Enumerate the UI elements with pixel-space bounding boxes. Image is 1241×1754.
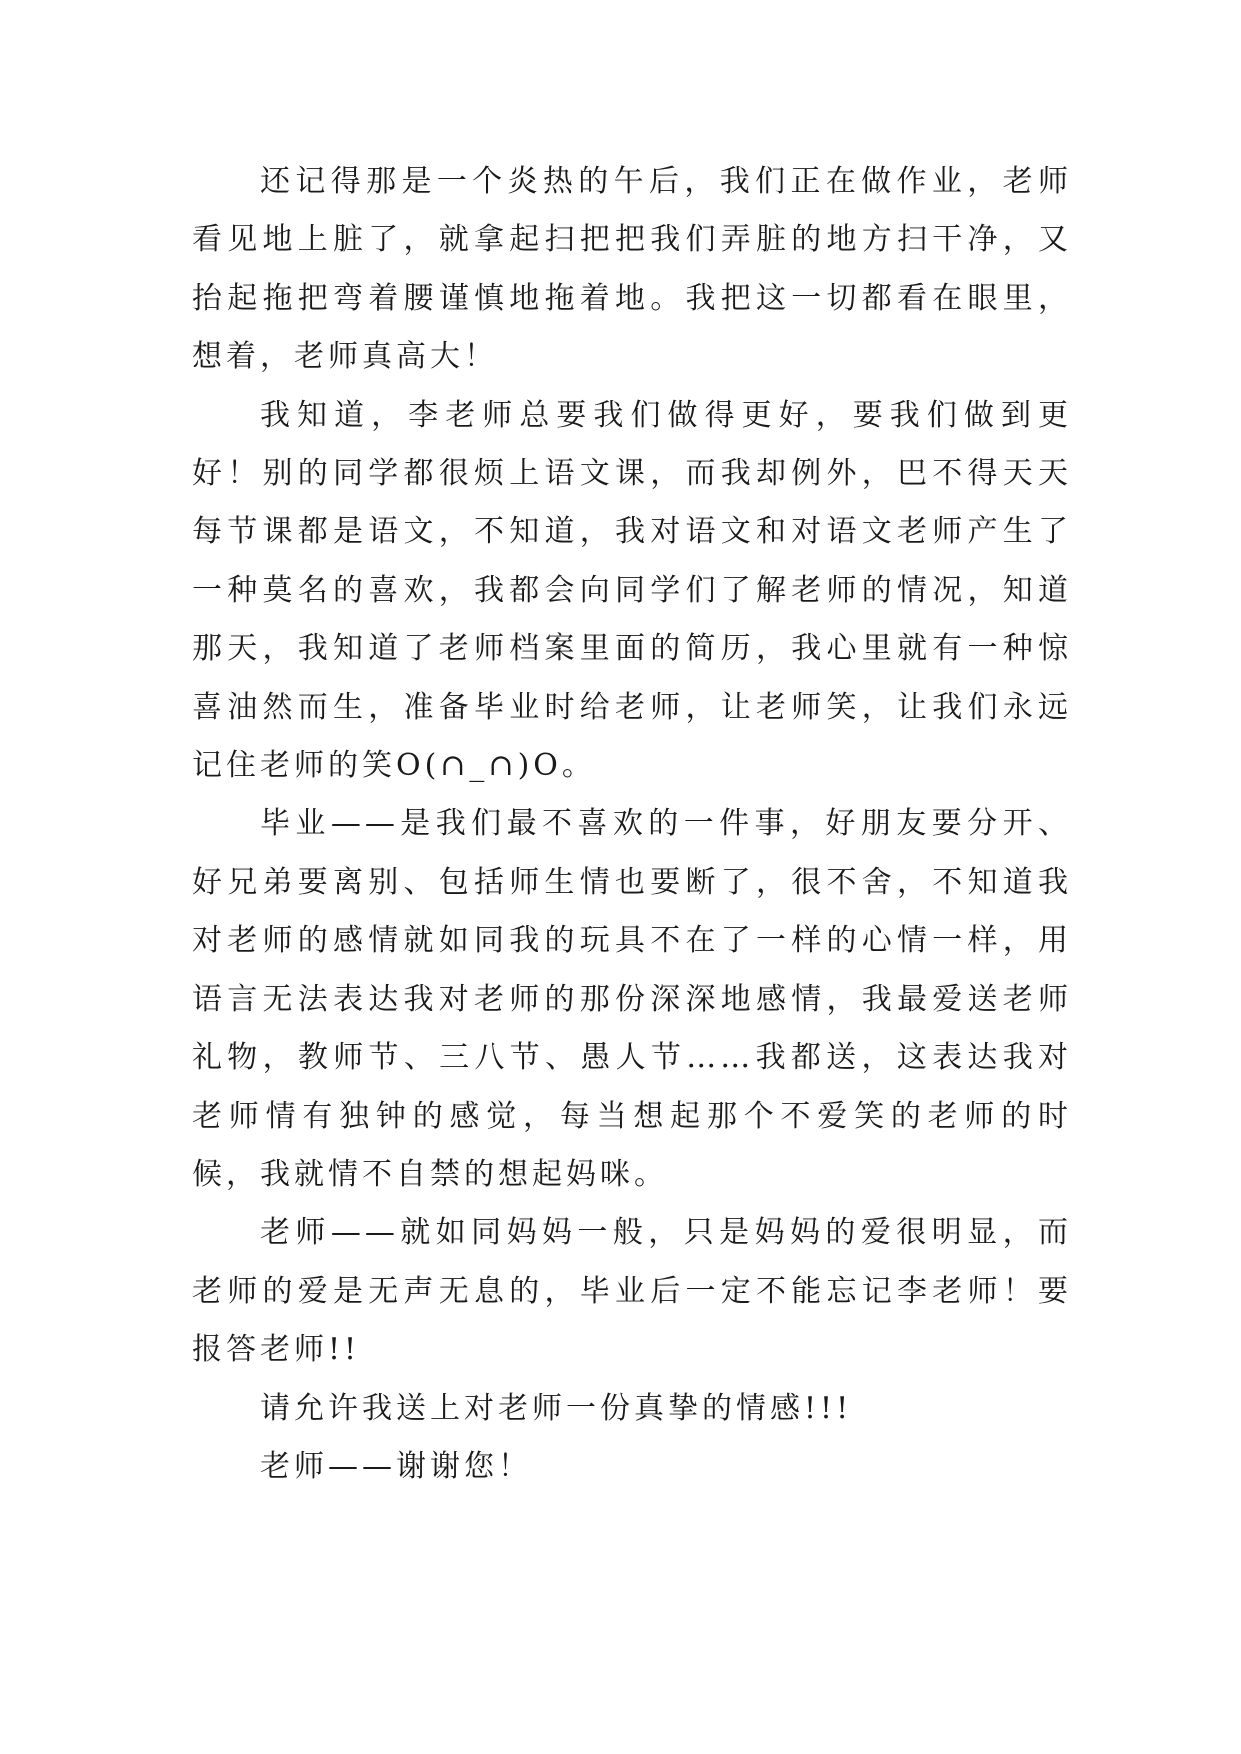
paragraph-6: 老师——谢谢您！ [260, 1448, 532, 1484]
document-body [192, 153, 1072, 1496]
paragraph-2: 我知道，李老师总要我们做得更好，要我们做到更好！别的同学都很烦上语文课，而我却例外，巴不得天天每节课都是语文，不知道，我对语文和对语文老师产生了一种莫名的喜欢，我都会向同学们了解老师的情况，知道那天，我知道了老师档案里面的简历，我心里就有一种惊喜油然而生，准备毕业时给老师，让老师笑，让我们永远记住老师的笑O(∩_∩)O。 [192, 397, 1072, 784]
paragraph-5: 请允许我送上对老师一份真挚的情感!!! [260, 1390, 853, 1426]
paragraph-3: 毕业——是我们最不喜欢的一件事，好朋友要分开、好兄弟要离别、包括师生情也要断了，很不舍，不知道我对老师的感情就如同我的玩具不在了一样的心情一样，用语言无法表达我对老师的那份深深地感情，我最爱送老师礼物，教师节、三八节、愚人节……我都送，这表达我对老师情有独钟的感觉，每当想起那个不爱笑的老师的时候，我就情不自禁的想起妈咪。 [192, 806, 1072, 1192]
paragraph-1: 还记得那是一个炎热的午后，我们正在做作业，老师看见地上脏了，就拿起扫把把我们弄脏的地方扫干净，又抬起拖把弯着腰谨慎地拖着地。我把这一切都看在眼里，想着，老师真高大！ [192, 164, 1072, 375]
paragraph-4: 老师——就如同妈妈一般，只是妈妈的爱很明显，而老师的爱是无声无息的，毕业后一定不能忘记李老师！要报答老师!! [192, 1215, 1072, 1368]
